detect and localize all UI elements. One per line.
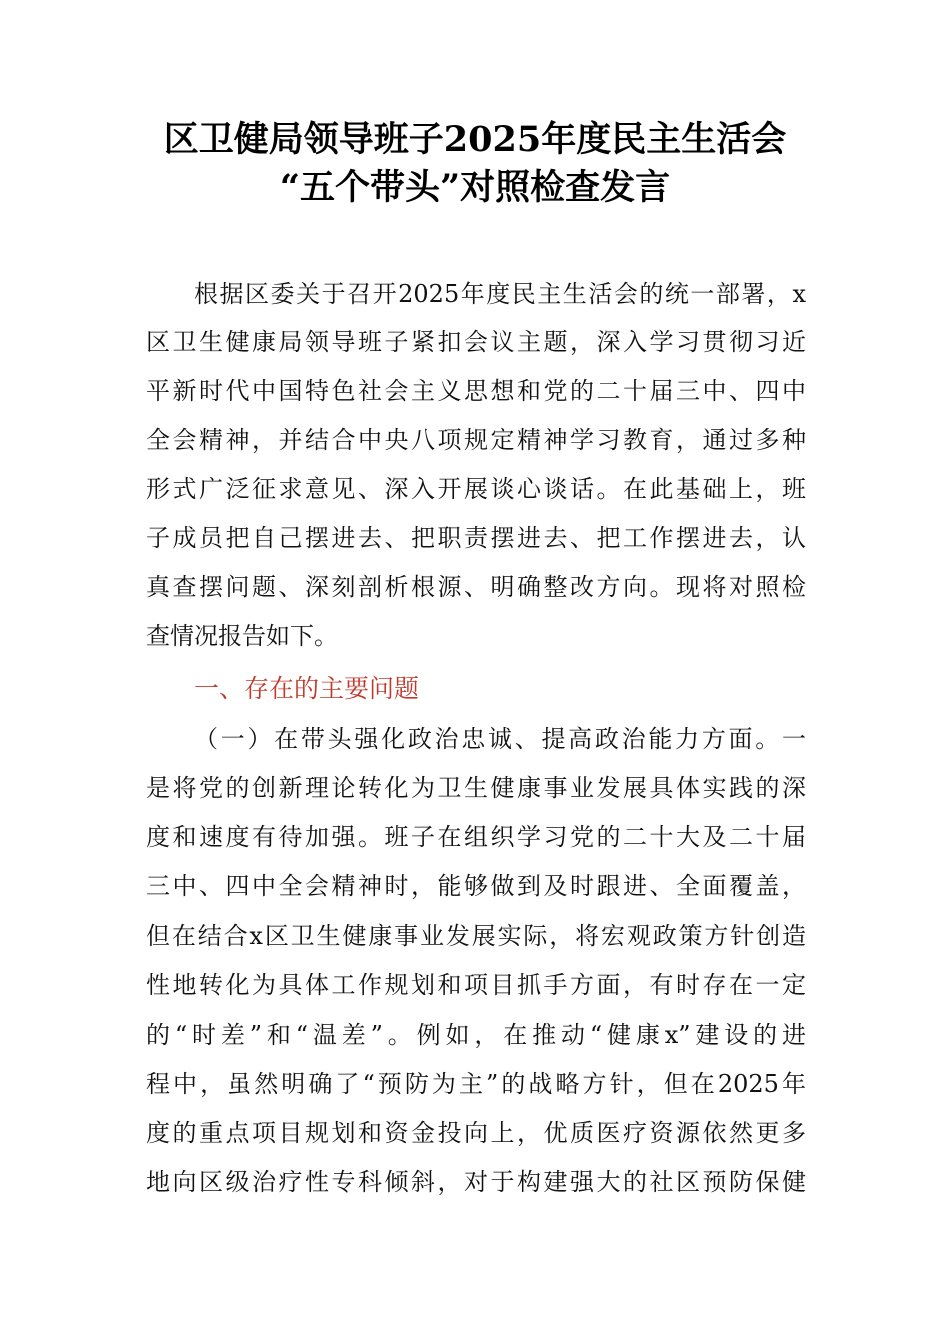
intro-paragraph-line: 根据区委关于召开2025年度民主生活会的统一部署，x [194,280,806,308]
intro-paragraph-line: 平新时代中国特色社会主义思想和党的二十届三中、四中 [146,377,806,405]
intro-paragraph-line: 全会精神，并结合中央八项规定精神学习教育，通过多种 [146,426,806,454]
intro-paragraph-line: 查情况报告如下。 [146,622,338,650]
intro-paragraph-line: 形式广泛征求意见、深入开展谈心谈话。在此基础上，班 [146,475,806,503]
section-paragraph-line: 是将党的创新理论转化为卫生健康事业发展具体实践的深 [146,774,806,802]
section-paragraph-line: 度和速度有待加强。班子在组织学习党的二十大及二十届 [146,823,806,851]
intro-paragraph-line: 真查摆问题、深刻剖析根源、明确整改方向。现将对照检 [146,573,806,601]
document-title-line-1: 区卫健局领导班子2025年度民主生活会 [163,119,787,160]
section-paragraph-line: 的“时差”和“温差”。例如，在推动“健康x”建设的进 [146,1021,806,1049]
intro-paragraph-line: 子成员把自己摆进去、把职责摆进去、把工作摆进去，认 [146,524,806,552]
section-paragraph-line: 但在结合x区卫生健康事业发展实际，将宏观政策方针创造 [146,922,806,950]
intro-paragraph-line: 区卫生健康局领导班子紧扣会议主题，深入学习贯彻习近 [146,328,806,356]
section-paragraph-line: 三中、四中全会精神时，能够做到及时跟进、全面覆盖， [146,872,806,900]
section-paragraph-line: 程中，虽然明确了“预防为主”的战略方针，但在2025年 [146,1070,806,1098]
section-paragraph-line: 地向区级治疗性专科倾斜，对于构建强大的社区预防保健 [146,1168,806,1196]
section-paragraph-line: 度的重点项目规划和资金投向上，优质医疗资源依然更多 [146,1119,806,1147]
section-paragraph-line: 性地转化为具体工作规划和项目抓手方面，有时存在一定 [146,971,806,999]
section-paragraph-line: （一）在带头强化政治忠诚、提高政治能力方面。一 [194,725,806,753]
section-heading-main-problems: 一、存在的主要问题 [194,674,420,703]
document-title-line-2: “五个带头”对照检查发言 [279,167,671,208]
